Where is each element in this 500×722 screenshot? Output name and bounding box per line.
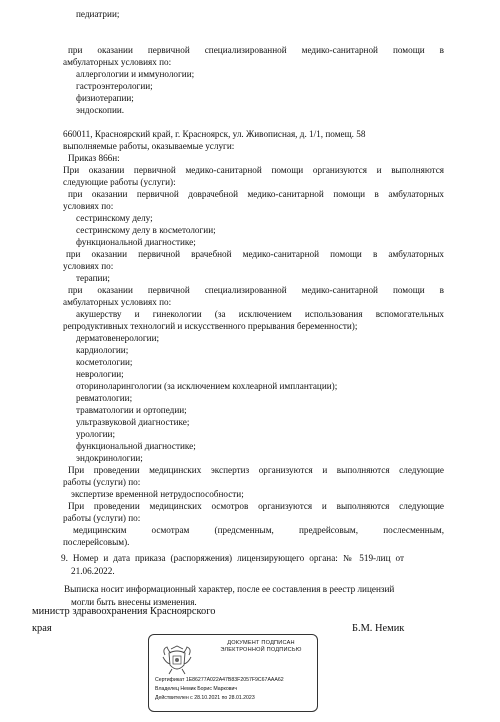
text-line: при оказании первичной доврачебной медико-санитарной помощи в амбулаторных (68, 189, 444, 199)
text-line: амбулаторных условиях по: (63, 297, 172, 307)
text-line: урологии; (76, 429, 115, 439)
electronic-signature-stamp (148, 634, 318, 712)
text-line: эндокринологии; (76, 453, 143, 463)
text-line: неврологии; (76, 369, 124, 379)
text-line: дерматовенерологии; (76, 333, 160, 343)
text-line: медицинским осмотрам (предсменным, предрейсовым, послесменным, (73, 525, 444, 535)
text-line: При проведении медицинских экспертиз организуются и выполняются следующие (68, 465, 444, 475)
coat-of-arms-icon (157, 643, 197, 677)
text-line: акушерству и гинекологии (за исключением использования вспомогательных (76, 309, 444, 319)
text-line: оториноларингологии (за исключением кохлеарной имплантации); (76, 381, 338, 391)
text-line: педиатрии; (76, 9, 120, 19)
notice-line: могли быть внесены изменения. (71, 597, 197, 607)
text-line: экспертизе временной нетрудоспособности; (71, 489, 244, 499)
order-date-line: 21.06.2022. (71, 566, 115, 576)
text-line: сестринскому делу в косметологии; (76, 225, 216, 235)
certificate-owner: Владелец Немик Борис Маркович (155, 686, 238, 692)
signer-position: министр здравоохранения Красноярского (32, 606, 216, 617)
text-line: следующие работы (услуги): (63, 177, 176, 187)
text-line: работы (услуги) по: (63, 513, 141, 523)
address-line: 660011, Красноярский край, г. Красноярск, ул. Живописная, д. 1/1, помещ. 58 (63, 129, 366, 139)
text-line: физиотерапии; (76, 93, 134, 103)
text-line: при оказании первичной врачебной медико-санитарной помощи в амбулаторных (66, 249, 444, 259)
text-line: выполняемые работы, оказываемые услуги: (63, 141, 235, 151)
text-line: послерейсовым). (63, 537, 130, 547)
text-line: терапии; (76, 273, 110, 283)
text-line: при оказании первичной специализированной медико-санитарной помощи в (68, 45, 444, 55)
text-line: сестринскому делу; (76, 213, 153, 223)
signer-position: края (32, 623, 52, 634)
text-line: условиях по: (63, 261, 114, 271)
notice-line: Выписка носит информационный характер, после ее составления в реестр лицензий (64, 584, 395, 594)
text-line: ревматологии; (76, 393, 133, 403)
text-line: косметологии; (76, 357, 133, 367)
text-line: функциональной диагностике; (76, 237, 196, 247)
stamp-title: ДОКУМЕНТ ПОДПИСАН ЭЛЕКТРОННОЙ ПОДПИСЬЮ (220, 640, 302, 653)
text-line: эндоскопии. (76, 105, 125, 115)
order-number-line: 9. Номер и дата приказа (распоряжения) лицензирующего органа: № 519-лиц от (61, 553, 404, 563)
text-line: условиях по: (63, 201, 114, 211)
text-line: аллергологии и иммунологии; (76, 69, 195, 79)
text-line: функциональной диагностике; (76, 441, 196, 451)
certificate-validity: Действителен с 28.10.2021 по 28.01.2023 (155, 695, 255, 701)
text-line: амбулаторных условиях по: (63, 57, 172, 67)
signer-name: Б.М. Немик (352, 623, 405, 634)
certificate-number: Сертификат 1E86277A022A47B83F2057F9C67AAA62 (155, 677, 284, 683)
text-line: ультразвуковой диагностике; (76, 417, 190, 427)
text-line: Приказ 866н: (68, 153, 120, 163)
text-line: репродуктивных технологий и искусственного прерывания беременности); (63, 321, 358, 331)
text-line: кардиологии; (76, 345, 129, 355)
text-line: работы (услуги) по: (63, 477, 141, 487)
text-line: При проведении медицинских осмотров организуются и выполняются следующие (68, 501, 444, 511)
text-line: при оказании первичной специализированной медико-санитарной помощи в (68, 285, 444, 295)
text-line: При оказании первичной медико-санитарной помощи организуются и выполняются (63, 165, 444, 175)
text-line: травматологии и ортопедии; (76, 405, 187, 415)
text-line: гастроэнтерологии; (76, 81, 153, 91)
